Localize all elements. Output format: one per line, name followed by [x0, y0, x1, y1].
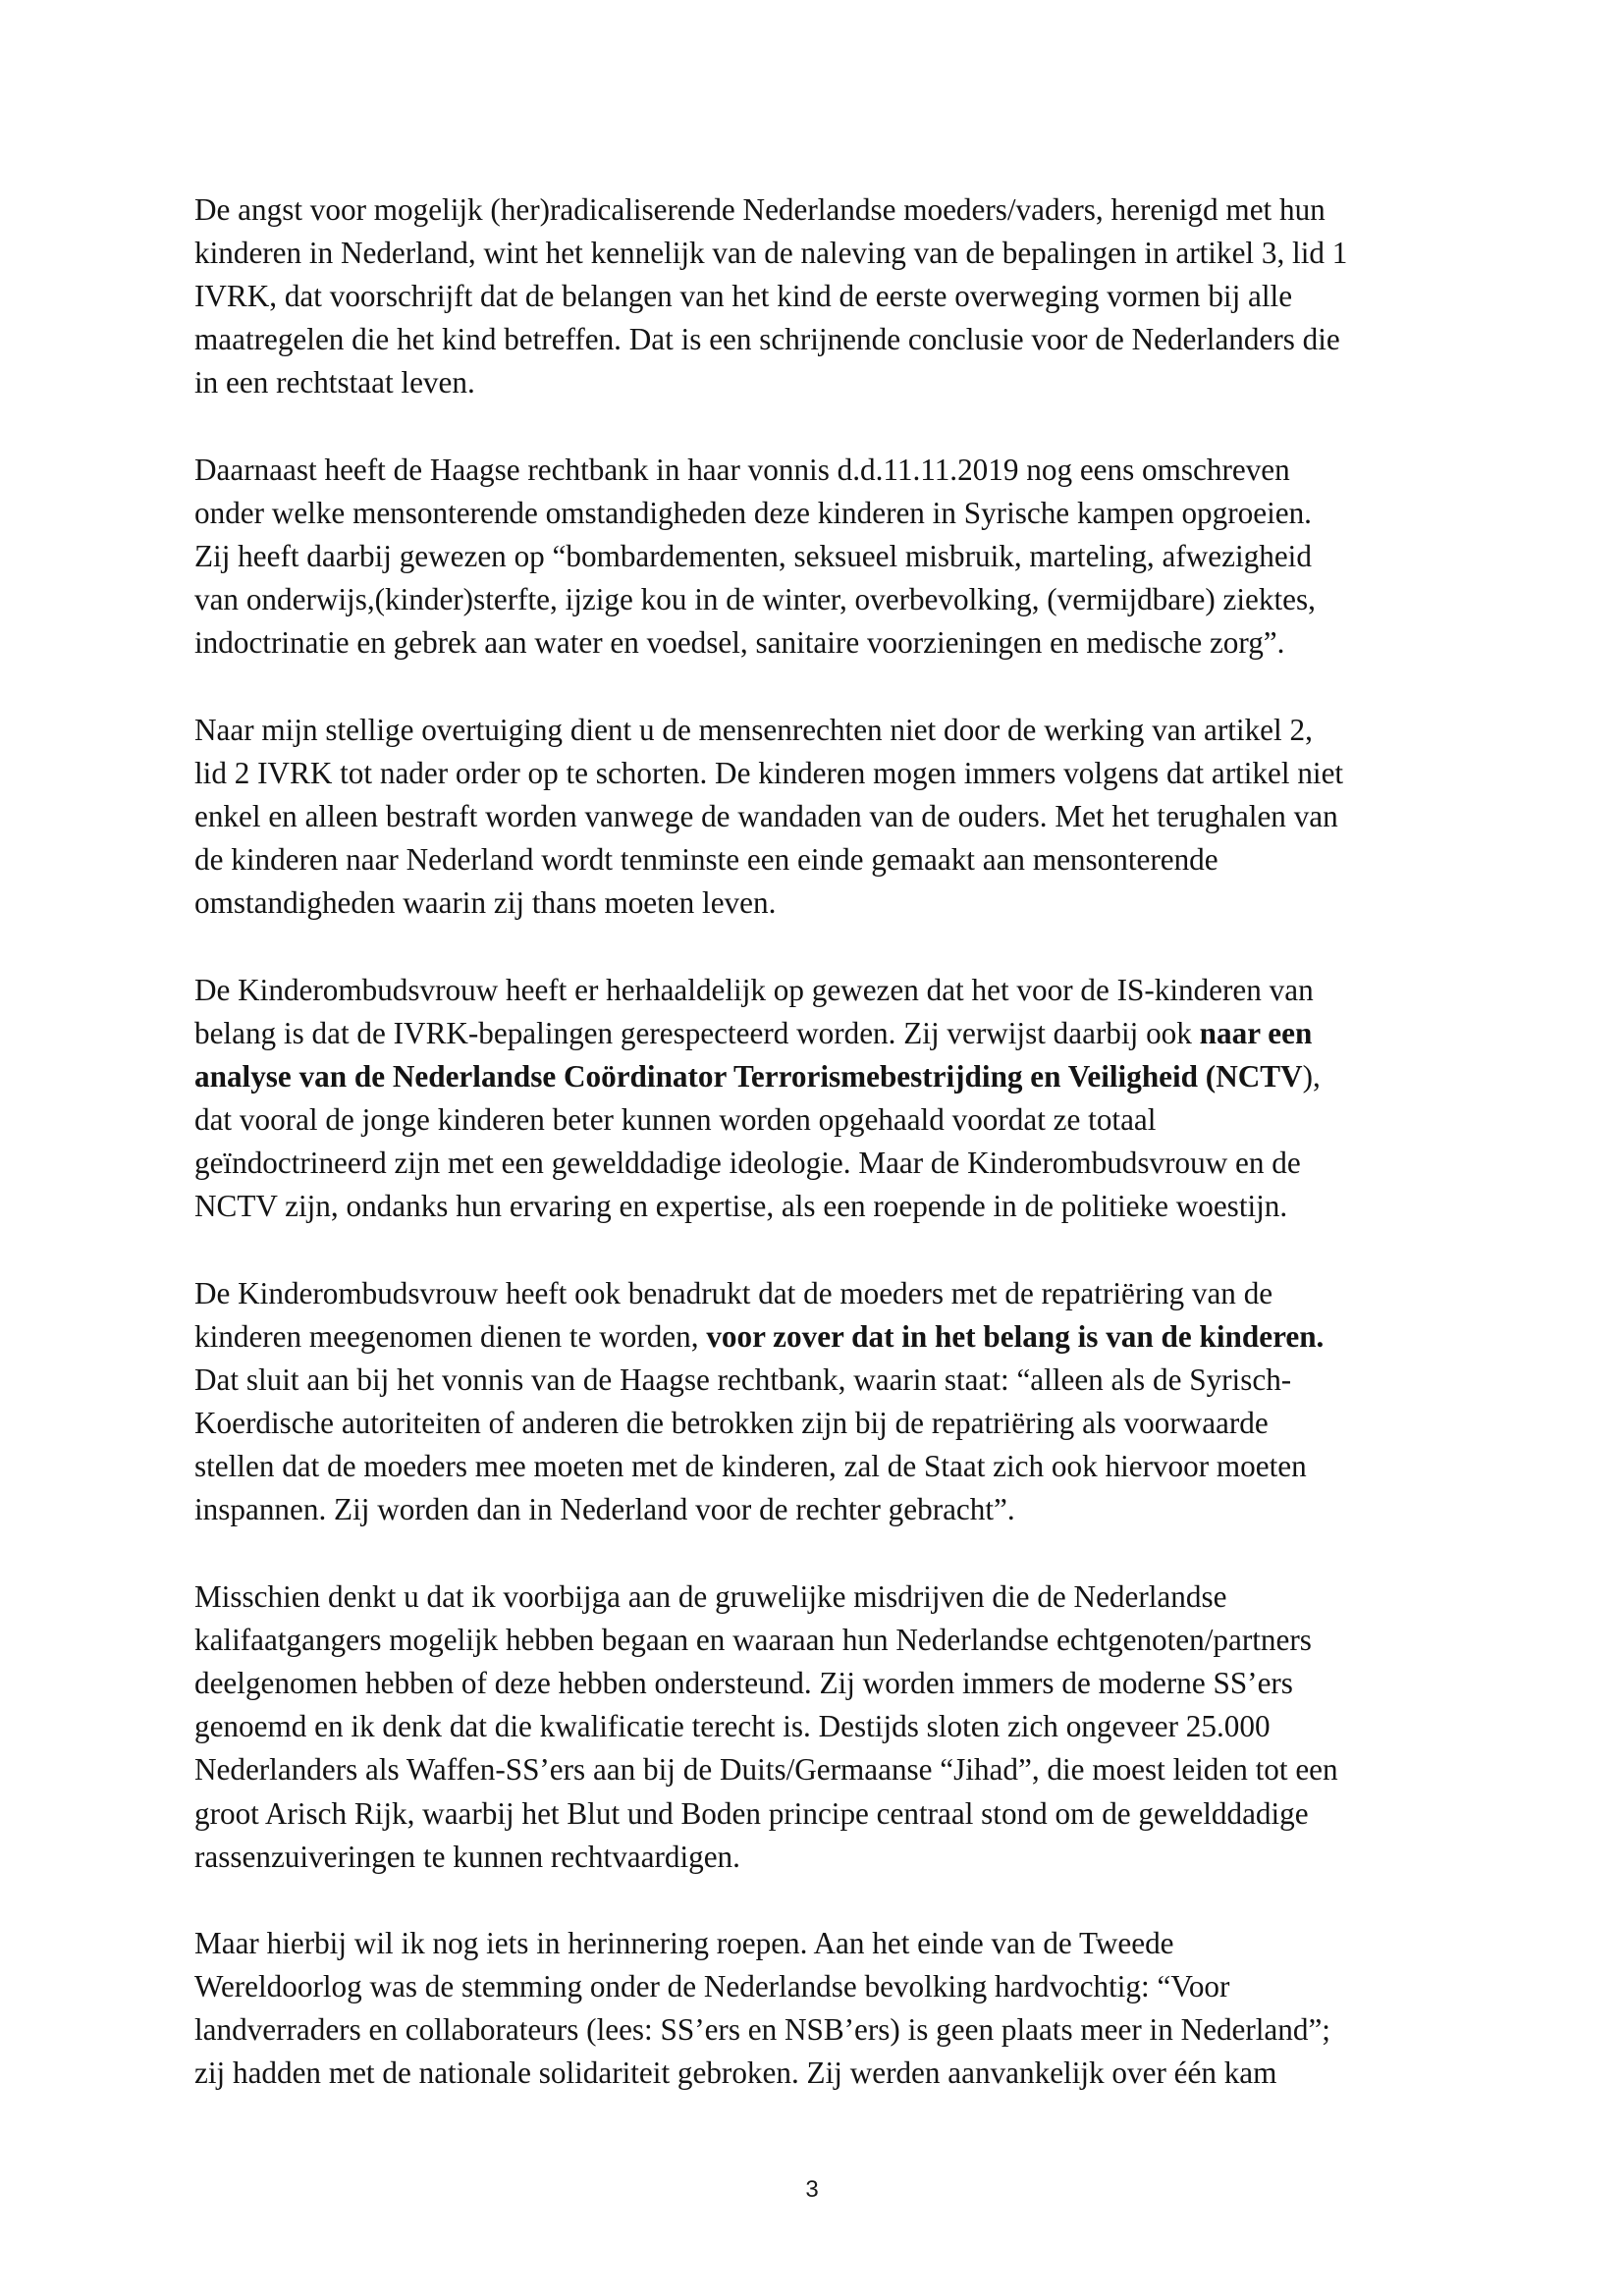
text-segment: Naar mijn stellige overtuiging dient u de mensenrechten niet door de werking van artikel 2,: [194, 712, 1313, 747]
text-line: [194, 1792, 1441, 1836]
text-segment: de kinderen naar Nederland wordt tenminste een einde gemaakt aan mensonterende: [194, 842, 1218, 878]
bold-text: naar een: [1199, 1016, 1313, 1050]
text-segment: Dat sluit aan bij het vonnis van de Haagse rechtbank, waarin staat: “alleen als de Syrisch-: [194, 1362, 1292, 1398]
text-segment: genoemd en ik denk dat die kwalificatie terecht is. Destijds sloten zich ongeveer 25.000: [194, 1709, 1271, 1744]
text-line: [194, 578, 1441, 621]
text-segment: landverraders en collaborateurs (lees: SS’ers en NSB’ers) is geen plaats meer in Nederland”;: [194, 2012, 1330, 2048]
text-line: [194, 1748, 1441, 1791]
paragraph: [194, 1272, 1441, 1532]
text-line: [194, 535, 1441, 578]
text-segment: groot Arisch Rijk, waarbij het Blut und Boden principe centraal stond om de gewelddadige: [194, 1795, 1309, 1831]
text-segment: Daarnaast heeft de Haagse rechtbank in haar vonnis d.d.11.11.2019 nog eens omschreven: [194, 452, 1290, 487]
paragraph: [194, 188, 1441, 404]
text-line: [194, 1055, 1441, 1098]
paragraph: [194, 709, 1441, 925]
text-line: [194, 752, 1441, 795]
text-line: [194, 709, 1441, 752]
text-line: [194, 188, 1441, 232]
text-segment: kinderen in Nederland, wint het kennelijk van de naleving van de bepalingen in artikel 3, lid 1: [194, 236, 1348, 271]
text-segment: NCTV zijn, ondanks hun ervaring en expertise, als een roepende in de politieke woestijn.: [194, 1189, 1288, 1224]
text-line: [194, 1359, 1441, 1402]
text-segment: IVRK, dat voorschrijft dat de belangen van het kind de eerste overweging vormen bij alle: [194, 279, 1293, 314]
text-segment: enkel en alleen bestraft worden vanwege de wandaden van de ouders. Met het terughalen van: [194, 799, 1338, 834]
text-line: [194, 1965, 1441, 2008]
text-line: [194, 1272, 1441, 1315]
text-line: [194, 2052, 1441, 2095]
text-line: [194, 1142, 1441, 1185]
text-segment: deelgenomen hebben of deze hebben ondersteund. Zij worden immers de moderne SS’ers: [194, 1666, 1293, 1701]
text-line: [194, 1315, 1441, 1359]
text-segment: Wereldoorlog was de stemming onder de Nederlandse bevolking hardvochtig: “Voor: [194, 1969, 1230, 2004]
text-line: [194, 2008, 1441, 2052]
paragraph: [194, 449, 1441, 665]
text-segment: indoctrinatie en gebrek aan water en voedsel, sanitaire voorzieningen en medische zorg”.: [194, 625, 1285, 661]
text-segment: rassenzuiveringen te kunnen rechtvaardigen.: [194, 1839, 740, 1874]
text-segment: Nederlanders als Waffen-SS’ers aan bij de Duits/Germaanse “Jihad”, die moest leiden tot een: [194, 1752, 1338, 1788]
bold-text: analyse van de Nederlandse Coördinator Terrorismebestrijding en Veiligheid (NCTV: [194, 1059, 1303, 1095]
page-number: 3: [805, 2176, 819, 2203]
text-line: [194, 492, 1441, 535]
bold-text: voor zover dat in het belang is van de kinderen.: [706, 1319, 1325, 1355]
text-segment: Maar hierbij wil ik nog iets in herinnering roepen. Aan het einde van de Tweede: [194, 1926, 1174, 1961]
text-line: [194, 1445, 1441, 1488]
paragraph: [194, 1922, 1441, 2095]
text-line: [194, 1488, 1441, 1531]
text-segment: zij hadden met de nationale solidariteit gebroken. Zij werden aanvankelijk over één kam: [194, 2056, 1277, 2091]
text-segment: lid 2 IVRK tot nader order op te schorten. De kinderen mogen immers volgens dat artikel niet: [194, 756, 1344, 791]
text-segment: geïndoctrineerd zijn met een gewelddadige ideologie. Maar de Kinderombudsvrouw en de: [194, 1146, 1301, 1181]
paragraph: [194, 969, 1441, 1229]
text-segment: Misschien denkt u dat ik voorbijga aan de gruwelijke misdrijven die de Nederlandse: [194, 1579, 1227, 1615]
text-line: [194, 621, 1441, 665]
text-line: [194, 881, 1441, 925]
text-line: [194, 1662, 1441, 1705]
text-segment: onder welke mensonterende omstandigheden deze kinderen in Syrische kampen opgroeien.: [194, 496, 1312, 531]
text-line: [194, 795, 1441, 838]
text-line: [194, 1012, 1441, 1055]
text-segment: dat vooral de jonge kinderen beter kunnen worden opgehaald voordat ze totaal: [194, 1102, 1157, 1138]
text-segment: van onderwijs,(kinder)sterfte, ijzige kou in de winter, overbevolking, (vermijdbare) ziektes,: [194, 582, 1316, 617]
document-body: [194, 188, 1441, 2139]
text-line: [194, 1922, 1441, 1965]
paragraph: [194, 1575, 1441, 1879]
text-segment: kalifaatgangers mogelijk hebben begaan en waaraan hun Nederlandse echtgenoten/partners: [194, 1623, 1312, 1658]
text-segment: De Kinderombudsvrouw heeft er herhaaldelijk op gewezen dat het voor de IS-kinderen van: [194, 972, 1314, 1007]
text-segment: omstandigheden waarin zij thans moeten leven.: [194, 885, 777, 921]
text-segment: belang is dat de IVRK-bepalingen gerespecteerd worden. Zij verwijst daarbij ook: [194, 1016, 1200, 1050]
text-line: [194, 361, 1441, 404]
text-segment: De Kinderombudsvrouw heeft ook benadrukt dat de moeders met de repatriëring van de: [194, 1275, 1273, 1310]
text-segment: De angst voor mogelijk (her)radicaliserende Nederlandse moeders/vaders, herenigd met hun: [194, 192, 1326, 227]
text-segment: in een rechtstaat leven.: [194, 365, 475, 400]
text-segment: maatregelen die het kind betreffen. Dat is een schrijnende conclusie voor de Nederlanders die: [194, 322, 1340, 357]
text-line: [194, 1575, 1441, 1619]
text-line: [194, 969, 1441, 1012]
text-line: [194, 1185, 1441, 1228]
text-line: [194, 1098, 1441, 1142]
text-line: [194, 1705, 1441, 1748]
text-line: [194, 1402, 1441, 1445]
text-segment: Zij heeft daarbij gewezen op “bombardementen, seksueel misbruik, marteling, afwezigheid: [194, 539, 1312, 574]
text-line: [194, 449, 1441, 492]
text-line: [194, 838, 1441, 881]
text-line: [194, 1836, 1441, 1879]
text-segment: inspannen. Zij worden dan in Nederland voor de rechter gebracht”.: [194, 1492, 1015, 1527]
text-line: [194, 232, 1441, 275]
text-segment: Koerdische autoriteiten of anderen die betrokken zijn bij de repatriëring als voorwaarde: [194, 1406, 1269, 1441]
text-segment: stellen dat de moeders mee moeten met de kinderen, zal de Staat zich ook hiervoor moeten: [194, 1449, 1307, 1484]
text-line: [194, 275, 1441, 318]
text-line: [194, 318, 1441, 361]
text-segment: kinderen meegenomen dienen te worden,: [194, 1319, 707, 1355]
text-segment: ),: [1302, 1059, 1321, 1095]
text-line: [194, 1619, 1441, 1662]
